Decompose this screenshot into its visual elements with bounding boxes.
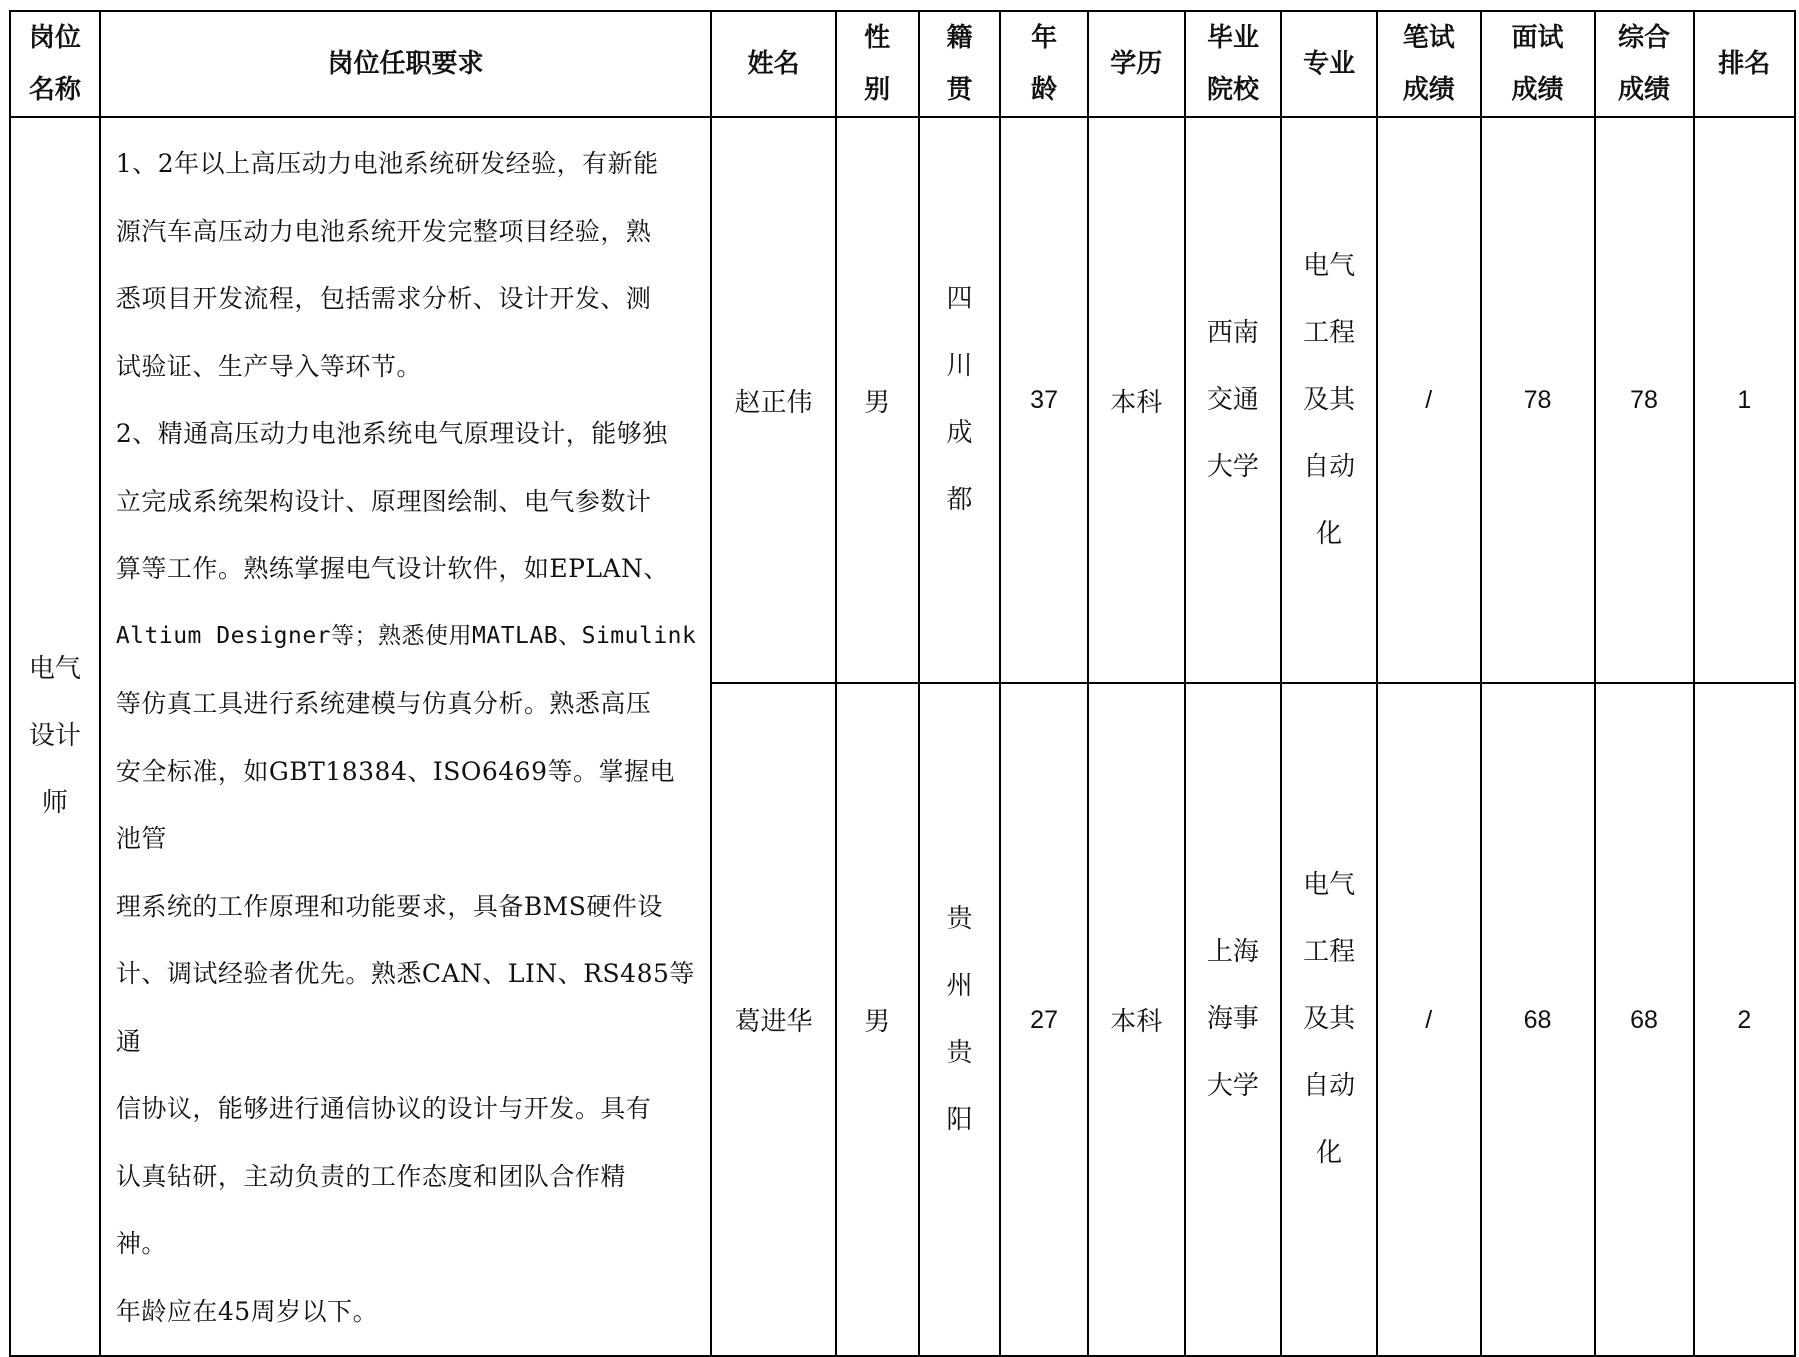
- requirement-line: 信协议，能够进行通信协议的设计与开发。具有: [115, 1094, 652, 1123]
- candidate-total-score: 78: [1595, 117, 1694, 683]
- requirement-line: 神。: [115, 1229, 167, 1258]
- header-position-name: 岗位名称: [10, 11, 100, 117]
- candidate-origin: 贵州贵阳: [919, 683, 1001, 1356]
- candidate-age: 27: [1000, 683, 1088, 1356]
- requirement-line: 源汽车高压动力电池系统开发完整项目经验，熟: [115, 216, 652, 246]
- header-rank: 排名: [1694, 11, 1795, 117]
- candidate-school: 上海海事大学: [1185, 683, 1282, 1356]
- requirement-line: 悉项目开发流程，包括需求分析、设计开发、测: [115, 284, 652, 313]
- header-written-score: 笔试成绩: [1377, 11, 1481, 117]
- candidate-name: 赵正伟: [711, 117, 835, 683]
- header-interview-score: 面试成绩: [1481, 11, 1595, 117]
- requirement-line: 认真钻研，主动负责的工作态度和团队合作精: [115, 1161, 626, 1191]
- header-requirements: 岗位任职要求: [100, 11, 712, 117]
- position-name-cell: 电气设计师: [10, 117, 100, 1356]
- requirement-line: 理系统的工作原理和功能要求，具备BMS硬件设: [115, 891, 663, 921]
- header-origin: 籍贯: [919, 11, 1001, 117]
- table-row: [10, 117, 1795, 683]
- requirements-cell: [100, 117, 712, 1356]
- candidate-results-table: [9, 10, 1796, 1357]
- candidate-major: 电气工程及其自动化: [1281, 117, 1377, 683]
- requirement-line: 安全标准，如GBT18384、ISO6469等。掌握电池管: [115, 756, 675, 853]
- requirement-line: 算等工作。熟练掌握电气设计软件，如EPLAN、: [115, 554, 669, 583]
- candidate-school: 西南交通大学: [1185, 117, 1282, 683]
- header-total-score: 综合成绩: [1595, 11, 1694, 117]
- candidate-interview-score: 68: [1481, 683, 1595, 1356]
- candidate-rank: 2: [1694, 683, 1795, 1356]
- header-age: 年龄: [1000, 11, 1088, 117]
- candidate-education: 本科: [1088, 683, 1185, 1356]
- requirement-line: 立完成系统架构设计、原理图绘制、电气参数计: [115, 486, 652, 516]
- candidate-education: 本科: [1088, 117, 1185, 683]
- header-gender: 性别: [836, 11, 919, 117]
- requirement-line: 年龄应在45周岁以下。: [115, 1296, 379, 1326]
- header-name: 姓名: [711, 11, 835, 117]
- requirement-line: Altium Designer等；熟悉使用MATLAB、Simulink: [115, 622, 697, 649]
- candidate-interview-score: 78: [1481, 117, 1595, 683]
- requirement-line: 1、2年以上高压动力电池系统研发经验，有新能: [115, 149, 659, 178]
- requirement-line: 等仿真工具进行系统建模与仿真分析。熟悉高压: [115, 689, 652, 718]
- candidate-origin: 四川成都: [919, 117, 1001, 683]
- candidate-rank: 1: [1694, 117, 1795, 683]
- candidate-total-score: 68: [1595, 683, 1694, 1356]
- candidate-major: 电气工程及其自动化: [1281, 683, 1377, 1356]
- candidate-age: 37: [1000, 117, 1088, 683]
- header-school: 毕业院校: [1185, 11, 1282, 117]
- requirement-line: 试验证、生产导入等环节。: [115, 351, 422, 381]
- header-major: 专业: [1281, 11, 1377, 117]
- candidate-written-score: /: [1377, 683, 1481, 1356]
- candidate-gender: 男: [836, 117, 919, 683]
- candidate-gender: 男: [836, 683, 919, 1356]
- candidate-written-score: /: [1377, 117, 1481, 683]
- header-education: 学历: [1088, 11, 1185, 117]
- requirement-line: 计、调试经验者优先。熟悉CAN、LIN、RS485等通: [115, 959, 695, 1056]
- header-row: [10, 11, 1795, 117]
- candidate-name: 葛进华: [711, 683, 835, 1356]
- requirement-line: 2、精通高压动力电池系统电气原理设计，能够独: [115, 419, 668, 448]
